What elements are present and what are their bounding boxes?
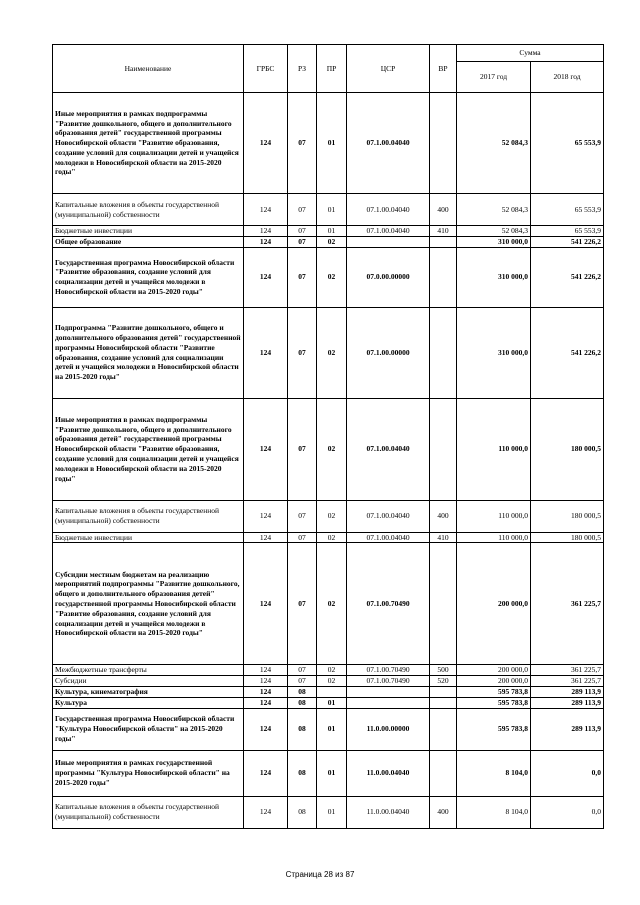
row-pr: 01 (317, 226, 347, 237)
row-sum-2018: 180 000,5 (531, 532, 604, 543)
table-row (53, 93, 604, 194)
budget-table (52, 44, 604, 829)
row-rz: 08 (288, 697, 317, 708)
row-name: Государственная программа Новосибирской области "Культура Новосибирской области" на 2015-2020 годы" (53, 708, 244, 750)
row-sum-2018: 0,0 (531, 750, 604, 796)
col-vr-header: ВР (430, 45, 457, 93)
row-sum-2018: 361 225,7 (531, 543, 604, 665)
row-name: Бюджетные инвестиции (53, 532, 244, 543)
row-vr: 520 (430, 676, 457, 687)
row-sum-2017: 595 783,8 (457, 686, 531, 697)
row-csr: 07.0.00.00000 (347, 247, 430, 307)
row-name: Капитальные вложения в объекты государственной (муниципальной) собственности (53, 796, 244, 828)
row-csr: 07.1.00.70490 (347, 665, 430, 676)
row-grbs: 124 (244, 194, 288, 226)
row-sum-2018: 180 000,5 (531, 500, 604, 532)
table-row (53, 543, 604, 665)
page-number: Страница 28 из 87 (285, 870, 355, 879)
row-sum-2017: 310 000,0 (457, 307, 531, 398)
row-rz: 07 (288, 236, 317, 247)
row-sum-2018: 65 553,9 (531, 226, 604, 237)
row-sum-2017: 200 000,0 (457, 543, 531, 665)
row-csr: 07.1.00.04040 (347, 500, 430, 532)
row-grbs: 124 (244, 676, 288, 687)
row-vr (430, 398, 457, 500)
row-csr (347, 697, 430, 708)
row-grbs: 124 (244, 226, 288, 237)
table-row (53, 532, 604, 543)
row-sum-2017: 8 104,0 (457, 796, 531, 828)
row-vr: 400 (430, 796, 457, 828)
row-rz: 08 (288, 796, 317, 828)
row-pr: 02 (317, 665, 347, 676)
row-vr: 410 (430, 532, 457, 543)
col-csr-header: ЦСР (347, 45, 430, 93)
row-csr (347, 236, 430, 247)
row-vr: 400 (430, 194, 457, 226)
row-rz: 08 (288, 708, 317, 750)
row-name: Культура (53, 697, 244, 708)
row-sum-2018: 289 113,9 (531, 686, 604, 697)
table-body (53, 93, 604, 829)
row-grbs: 124 (244, 665, 288, 676)
row-name: Субсидии (53, 676, 244, 687)
row-csr: 07.1.00.04040 (347, 93, 430, 194)
row-sum-2017: 310 000,0 (457, 247, 531, 307)
col-pr-header: ПР (317, 45, 347, 93)
row-vr: 410 (430, 226, 457, 237)
row-vr (430, 543, 457, 665)
col-name-header: Наименование (53, 45, 244, 93)
row-sum-2018: 289 113,9 (531, 708, 604, 750)
row-csr: 11.0.00.04040 (347, 750, 430, 796)
row-grbs: 124 (244, 307, 288, 398)
table-row (53, 398, 604, 500)
row-csr: 07.1.00.04040 (347, 226, 430, 237)
row-csr: 07.1.00.70490 (347, 676, 430, 687)
col-grbs-header: ГРБС (244, 45, 288, 93)
row-grbs: 124 (244, 686, 288, 697)
row-pr: 01 (317, 697, 347, 708)
row-rz: 07 (288, 247, 317, 307)
table-row (53, 686, 604, 697)
col-rz-header: РЗ (288, 45, 317, 93)
row-vr: 500 (430, 665, 457, 676)
row-pr: 02 (317, 247, 347, 307)
row-pr: 02 (317, 543, 347, 665)
row-sum-2018: 65 553,9 (531, 93, 604, 194)
row-pr (317, 686, 347, 697)
row-grbs: 124 (244, 398, 288, 500)
row-name: Культура, кинематография (53, 686, 244, 697)
table-row (53, 236, 604, 247)
row-grbs: 124 (244, 796, 288, 828)
row-csr: 07.1.00.04040 (347, 398, 430, 500)
row-name: Межбюджетные трансферты (53, 665, 244, 676)
row-pr: 02 (317, 307, 347, 398)
table-row (53, 750, 604, 796)
row-rz: 07 (288, 543, 317, 665)
row-vr (430, 93, 457, 194)
row-vr (430, 697, 457, 708)
row-sum-2017: 52 084,3 (457, 194, 531, 226)
row-sum-2017: 200 000,0 (457, 676, 531, 687)
table-row (53, 307, 604, 398)
row-grbs: 124 (244, 708, 288, 750)
row-rz: 08 (288, 750, 317, 796)
row-vr (430, 307, 457, 398)
row-name: Капитальные вложения в объекты государственной (муниципальной) собственности (53, 194, 244, 226)
row-sum-2017: 310 000,0 (457, 236, 531, 247)
row-sum-2018: 65 553,9 (531, 194, 604, 226)
table-row (53, 194, 604, 226)
row-sum-2018: 541 226,2 (531, 236, 604, 247)
row-grbs: 124 (244, 750, 288, 796)
row-sum-2017: 110 000,0 (457, 500, 531, 532)
row-name: Бюджетные инвестиции (53, 226, 244, 237)
row-pr: 02 (317, 398, 347, 500)
row-pr: 02 (317, 532, 347, 543)
col-sum-header: Сумма (457, 45, 604, 62)
row-pr: 01 (317, 796, 347, 828)
table-row (53, 697, 604, 708)
row-csr: 07.1.00.04040 (347, 194, 430, 226)
row-sum-2017: 110 000,0 (457, 532, 531, 543)
row-grbs: 124 (244, 532, 288, 543)
row-name: Иные мероприятия в рамках подпрограммы "Развитие дошкольного, общего и дополнительного образования детей" государственной программы Новосибирской области "Развитие образования, создание условий для социализации детей и учащейся молодежи в Новосибирской области на 2015-2020 годы" (53, 93, 244, 194)
row-sum-2018: 361 225,7 (531, 676, 604, 687)
row-grbs: 124 (244, 697, 288, 708)
row-rz: 07 (288, 93, 317, 194)
row-name: Общее образование (53, 236, 244, 247)
row-grbs: 124 (244, 543, 288, 665)
row-sum-2018: 541 226,2 (531, 307, 604, 398)
row-name: Капитальные вложения в объекты государственной (муниципальной) собственности (53, 500, 244, 532)
table-row (53, 247, 604, 307)
row-csr: 07.1.00.04040 (347, 532, 430, 543)
row-sum-2017: 52 084,3 (457, 93, 531, 194)
row-grbs: 124 (244, 93, 288, 194)
row-grbs: 124 (244, 247, 288, 307)
row-rz: 07 (288, 226, 317, 237)
table-row (53, 796, 604, 828)
row-rz: 07 (288, 676, 317, 687)
row-rz: 07 (288, 665, 317, 676)
row-rz: 07 (288, 398, 317, 500)
table-row (53, 708, 604, 750)
row-sum-2017: 110 000,0 (457, 398, 531, 500)
row-pr: 01 (317, 194, 347, 226)
row-pr: 02 (317, 236, 347, 247)
row-sum-2017: 595 783,8 (457, 708, 531, 750)
row-csr: 11.0.00.04040 (347, 796, 430, 828)
row-vr (430, 750, 457, 796)
row-pr: 01 (317, 708, 347, 750)
row-vr (430, 708, 457, 750)
row-name: Иные мероприятия в рамках подпрограммы "Развитие дошкольного, общего и дополнительного образования детей" государственной программы Новосибирской области "Развитие образования, создание условий для социализации детей и учащейся молодежи в Новосибирской области на 2015-2020 годы" (53, 398, 244, 500)
row-sum-2018: 289 113,9 (531, 697, 604, 708)
row-sum-2018: 0,0 (531, 796, 604, 828)
row-sum-2018: 361 225,7 (531, 665, 604, 676)
row-csr (347, 686, 430, 697)
row-rz: 07 (288, 307, 317, 398)
row-sum-2017: 52 084,3 (457, 226, 531, 237)
row-vr (430, 686, 457, 697)
row-pr: 01 (317, 93, 347, 194)
row-vr (430, 247, 457, 307)
row-rz: 07 (288, 500, 317, 532)
row-rz: 08 (288, 686, 317, 697)
row-sum-2017: 8 104,0 (457, 750, 531, 796)
row-vr (430, 236, 457, 247)
row-pr: 02 (317, 500, 347, 532)
row-pr: 01 (317, 750, 347, 796)
row-name: Государственная программа Новосибирской области "Развитие образования, создание условий для социализации детей и учащейся молодежи в Новосибирской области на 2015-2020 годы" (53, 247, 244, 307)
row-csr: 07.1.00.70490 (347, 543, 430, 665)
row-grbs: 124 (244, 236, 288, 247)
row-csr: 11.0.00.00000 (347, 708, 430, 750)
row-vr: 400 (430, 500, 457, 532)
row-sum-2017: 595 783,8 (457, 697, 531, 708)
row-rz: 07 (288, 194, 317, 226)
row-pr: 02 (317, 676, 347, 687)
col-2017-header: 2017 год (457, 62, 531, 93)
table-header (53, 45, 604, 93)
table-row (53, 226, 604, 237)
row-name: Субсидии местным бюджетам на реализацию мероприятий подпрограммы "Развитие дошкольного, общего и дополнительного образования детей" государственной программы Новосибирской области "Развитие образования, создание условий для социализации детей и учащейся молодежи в Новосибирской области на 2015-2020 годы" (53, 543, 244, 665)
table-row (53, 500, 604, 532)
row-name: Иные мероприятия в рамках государственной программы "Культура Новосибирской области" на 2015-2020 годы" (53, 750, 244, 796)
table-row (53, 665, 604, 676)
col-2018-header: 2018 год (531, 62, 604, 93)
row-sum-2018: 541 226,2 (531, 247, 604, 307)
table-row (53, 676, 604, 687)
row-sum-2018: 180 000,5 (531, 398, 604, 500)
row-csr: 07.1.00.00000 (347, 307, 430, 398)
row-rz: 07 (288, 532, 317, 543)
row-name: Подпрограмма "Развитие дошкольного, общего и дополнительного образования детей" государственной программы Новосибирской области "Развитие образования, создание условий для социализации детей и учащейся молодежи в Новосибирской области на 2015-2020 годы" (53, 307, 244, 398)
row-sum-2017: 200 000,0 (457, 665, 531, 676)
row-grbs: 124 (244, 500, 288, 532)
